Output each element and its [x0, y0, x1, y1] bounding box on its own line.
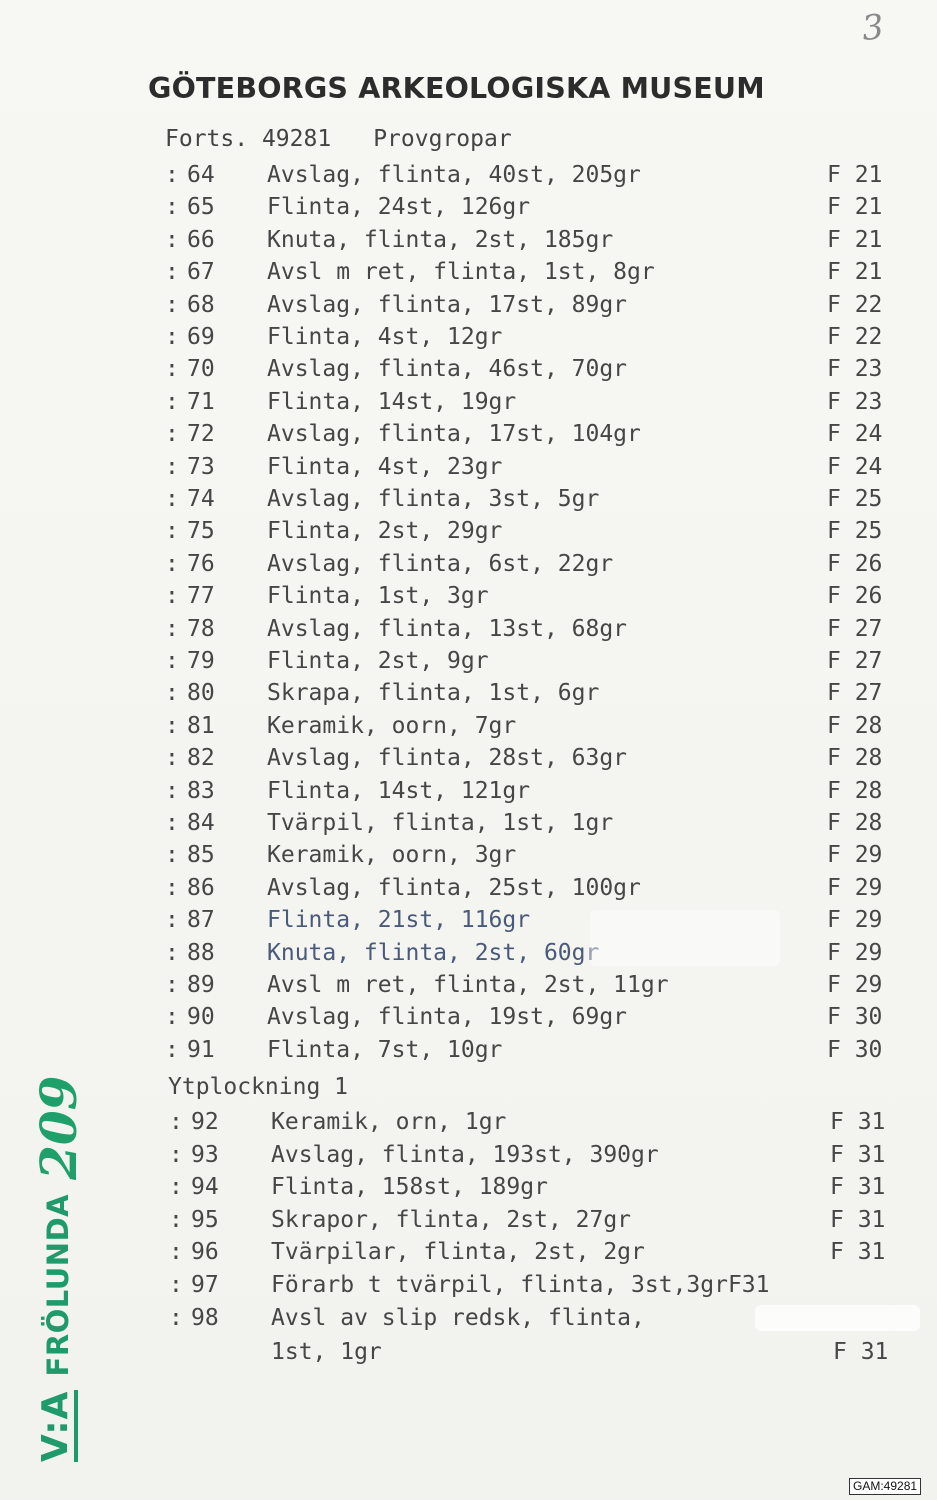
entry-colon: : [169, 1141, 183, 1168]
entry-code: F 27 [827, 615, 883, 642]
entry-code: F 31 [830, 1141, 886, 1168]
entry-row [165, 580, 905, 612]
entry-row [165, 937, 905, 969]
entry-colon: : [165, 842, 179, 869]
entry-code: F 22 [827, 324, 883, 350]
entry-number: 77 [187, 583, 215, 610]
entry-number: 93 [191, 1141, 219, 1168]
entry-description: Avslag, flinta, 46st, 70gr [267, 356, 628, 383]
entry-row [165, 321, 905, 353]
entry-number: 82 [187, 745, 215, 772]
entry-colon: : [165, 486, 179, 512]
entry-description: Avslag, flinta, 17st, 104gr [267, 421, 641, 448]
entry-row [165, 645, 905, 677]
entry-description: Avslag, flinta, 17st, 89gr [267, 291, 628, 318]
entry-row [165, 224, 905, 256]
entry-number: 88 [187, 939, 215, 966]
entry-number: 69 [187, 324, 215, 350]
entry-row [165, 353, 905, 385]
entry-code: F 30 [827, 1004, 883, 1031]
entry-code: F 29 [827, 907, 883, 934]
entry-row [165, 775, 905, 807]
entry-description: Flinta, 21st, 116gr [267, 907, 531, 934]
entry-description: Flinta, 2st, 9gr [267, 648, 489, 674]
entry-code: F 25 [827, 486, 883, 512]
entry-description: Avslag, flinta, 193st, 390gr [271, 1141, 659, 1168]
page-number: 3 [859, 6, 886, 50]
entry-description: Avsl m ret, flinta, 1st, 8gr [267, 259, 655, 286]
entry-code: F 28 [827, 777, 883, 804]
entry-colon: : [165, 259, 179, 286]
entry-code: F 21 [827, 194, 883, 221]
intro-line [165, 126, 512, 152]
entry-number: 94 [191, 1174, 219, 1201]
entry-code: F 28 [827, 712, 883, 739]
correction-fluid-mark [590, 910, 780, 966]
entry-code: F 23 [827, 388, 883, 415]
entry-number: 91 [187, 1036, 215, 1063]
entry-row [165, 256, 905, 288]
entry-code: F 21 [827, 226, 883, 253]
entry-number: 65 [187, 194, 215, 221]
entry-number: 92 [191, 1109, 219, 1135]
entry-description: Skrapa, flinta, 1st, 6gr [267, 680, 600, 707]
entry-code: F 27 [827, 648, 883, 674]
entry-description: Avslag, flinta, 19st, 69gr [267, 1004, 628, 1031]
entry-number: 86 [187, 874, 215, 901]
entry-colon: : [165, 1036, 179, 1063]
entry-row [165, 159, 905, 191]
entry-row [165, 451, 905, 483]
entry-colon: : [169, 1206, 183, 1233]
entry-code: F 28 [827, 745, 883, 772]
entry-colon: : [165, 324, 179, 350]
entry-colon: : [165, 874, 179, 901]
entry-code: F 31 [830, 1174, 886, 1201]
entry-description: Avslag, flinta, 3st, 5gr [267, 486, 600, 512]
entry-row [165, 289, 905, 321]
entry-number: 95 [191, 1206, 219, 1233]
reference-label: GAM:49281 [849, 1478, 921, 1495]
entry-colon: : [165, 194, 179, 221]
va-logo: V:A [35, 1390, 76, 1462]
frolunda-stamp [28, 1075, 88, 1462]
continuation-code: F 31 [833, 1339, 889, 1365]
entry-description: Flinta, 4st, 23gr [267, 453, 503, 480]
entry-row [165, 1001, 905, 1033]
entry-colon: : [165, 648, 179, 674]
entry-number: 72 [187, 421, 215, 448]
entry-description: Avslag, flinta, 6st, 22gr [267, 550, 614, 577]
entry-description: Avslag, flinta, 28st, 63gr [267, 745, 628, 772]
entry-code: F 29 [827, 939, 883, 966]
entry-row [165, 418, 905, 450]
entry-description: Flinta, 4st, 12gr [267, 324, 503, 350]
entry-colon: : [165, 453, 179, 480]
entry-row [165, 483, 905, 515]
museum-header: GÖTEBORGS ARKEOLOGISKA MUSEUM [148, 72, 765, 105]
entry-row [165, 1034, 905, 1066]
entry-code: F 29 [827, 874, 883, 901]
entry-description: Flinta, 1st, 3gr [267, 583, 489, 610]
entry-number: 73 [187, 453, 215, 480]
entry-code: F 26 [827, 550, 883, 577]
entry-code: F 24 [827, 421, 883, 448]
entry-code: F 26 [827, 583, 883, 610]
stamp-place: FRÖLUNDA [41, 1193, 75, 1377]
entry-code: F 31 [830, 1109, 886, 1135]
entry-colon: : [165, 712, 179, 739]
entry-description: Tvärpil, flinta, 1st, 1gr [267, 810, 614, 836]
entry-number: 71 [187, 388, 215, 415]
entry-colon: : [165, 421, 179, 448]
entry-number: 98 [191, 1304, 219, 1331]
entry-code: F 28 [827, 810, 883, 836]
entry-number: 76 [187, 550, 215, 577]
entry-description: Flinta, 14st, 19gr [267, 388, 517, 415]
entry-number: 83 [187, 777, 215, 804]
entry-colon: : [165, 162, 179, 188]
entry-number: 75 [187, 518, 215, 545]
entry-row [165, 872, 905, 904]
entry-colon: : [165, 615, 179, 642]
entry-code: F 21 [827, 259, 883, 286]
entry-number: 79 [187, 648, 215, 674]
entry-number: 89 [187, 972, 215, 998]
entry-row [165, 807, 905, 839]
entry-description: Avsl m ret, flinta, 2st, 11gr [267, 972, 669, 998]
entry-row [165, 710, 905, 742]
entry-description: Keramik, oorn, 7gr [267, 712, 517, 739]
entry-colon: : [165, 388, 179, 415]
entry-row [165, 839, 905, 871]
correction-fluid-mark [755, 1305, 920, 1331]
entry-row [165, 904, 905, 936]
entry-code: F 21 [827, 162, 883, 188]
entry-code: F 22 [827, 291, 883, 318]
entry-code: F 29 [827, 972, 883, 998]
entry-row [165, 613, 905, 645]
entry-colon: : [165, 680, 179, 707]
intro-label: Forts. [165, 126, 249, 152]
entry-code: F 31 [830, 1206, 886, 1233]
entry-colon: : [169, 1109, 183, 1135]
entry-description: Flinta, 7st, 10gr [267, 1036, 503, 1063]
entry-colon: : [169, 1272, 183, 1298]
entry-description: Knuta, flinta, 2st, 185gr [267, 226, 614, 253]
entry-colon: : [165, 550, 179, 577]
entry-colon: : [165, 291, 179, 318]
entry-description: Skrapor, flinta, 2st, 27gr [271, 1206, 632, 1233]
entry-number: 87 [187, 907, 215, 934]
entry-colon: : [165, 972, 179, 998]
entry-colon: : [165, 356, 179, 383]
entry-colon: : [169, 1239, 183, 1266]
entry-number: 85 [187, 842, 215, 869]
entry-row [165, 191, 905, 223]
entry-row [165, 742, 905, 774]
intro-subject: Provgropar [373, 126, 512, 152]
continuation-text: 1st, 1gr [271, 1339, 382, 1365]
entry-row [165, 1139, 905, 1171]
entry-colon: : [165, 583, 179, 610]
entry-description: Flinta, 158st, 189gr [271, 1174, 548, 1201]
entry-number: 64 [187, 162, 215, 188]
entry-description: Avslag, flinta, 40st, 205gr [267, 162, 641, 188]
entry-colon: : [165, 939, 179, 966]
entry-number: 68 [187, 291, 215, 318]
entry-row [165, 515, 905, 547]
entry-description: Avslag, flinta, 13st, 68gr [267, 615, 628, 642]
entry-code: F 31 [830, 1239, 886, 1266]
entry-number: 84 [187, 810, 215, 836]
entry-number: 67 [187, 259, 215, 286]
entry-number: 78 [187, 615, 215, 642]
entry-row [165, 1106, 905, 1138]
entry-row [165, 969, 905, 1001]
entry-colon: : [165, 777, 179, 804]
entry-description: Avslag, flinta, 25st, 100gr [267, 874, 641, 901]
entry-number: 80 [187, 680, 215, 707]
entry-description: Flinta, 2st, 29gr [267, 518, 503, 545]
entry-code: F 25 [827, 518, 883, 545]
section-heading: Ytplockning 1 [168, 1074, 349, 1100]
entry-code: F 24 [827, 453, 883, 480]
entry-description: Knuta, flinta, 2st, 60gr [267, 939, 600, 966]
entry-code: F 30 [827, 1036, 883, 1063]
entry-description: Tvärpilar, flinta, 2st, 2gr [271, 1239, 645, 1266]
entry-row [165, 1269, 905, 1301]
entry-number: 81 [187, 712, 215, 739]
entry-row [165, 1171, 905, 1203]
entry-number: 97 [191, 1272, 219, 1298]
entry-colon: : [165, 810, 179, 836]
entry-description: Avsl av slip redsk, flinta, [271, 1304, 645, 1331]
entry-row [165, 1236, 905, 1268]
entry-number: 66 [187, 226, 215, 253]
entry-colon: : [169, 1304, 183, 1331]
entry-description: Flinta, 24st, 126gr [267, 194, 531, 221]
entry-row [165, 548, 905, 580]
entry-code: F 27 [827, 680, 883, 707]
entry-code: F 29 [827, 842, 883, 869]
entry-row [165, 1204, 905, 1236]
entry-colon: : [165, 226, 179, 253]
entry-description: Keramik, orn, 1gr [271, 1109, 507, 1135]
entry-number: 96 [191, 1239, 219, 1266]
entry-colon: : [165, 745, 179, 772]
entry-colon: : [165, 518, 179, 545]
entry-colon: : [165, 907, 179, 934]
entry-description: Keramik, oorn, 3gr [267, 842, 517, 869]
entry-description: Flinta, 14st, 121gr [267, 777, 531, 804]
entry-number: 74 [187, 486, 215, 512]
entry-number: 70 [187, 356, 215, 383]
stamp-handwritten-number: 209 [28, 1075, 88, 1180]
entry-row [165, 677, 905, 709]
entry-code: F 23 [827, 356, 883, 383]
entry-description: Förarb t tvärpil, flinta, 3st,3grF31 [271, 1272, 770, 1298]
entry-row [165, 386, 905, 418]
entry-number: 90 [187, 1004, 215, 1031]
catalog-number: 49281 [261, 126, 332, 152]
entry-colon: : [165, 1004, 179, 1031]
entry-colon: : [169, 1174, 183, 1201]
